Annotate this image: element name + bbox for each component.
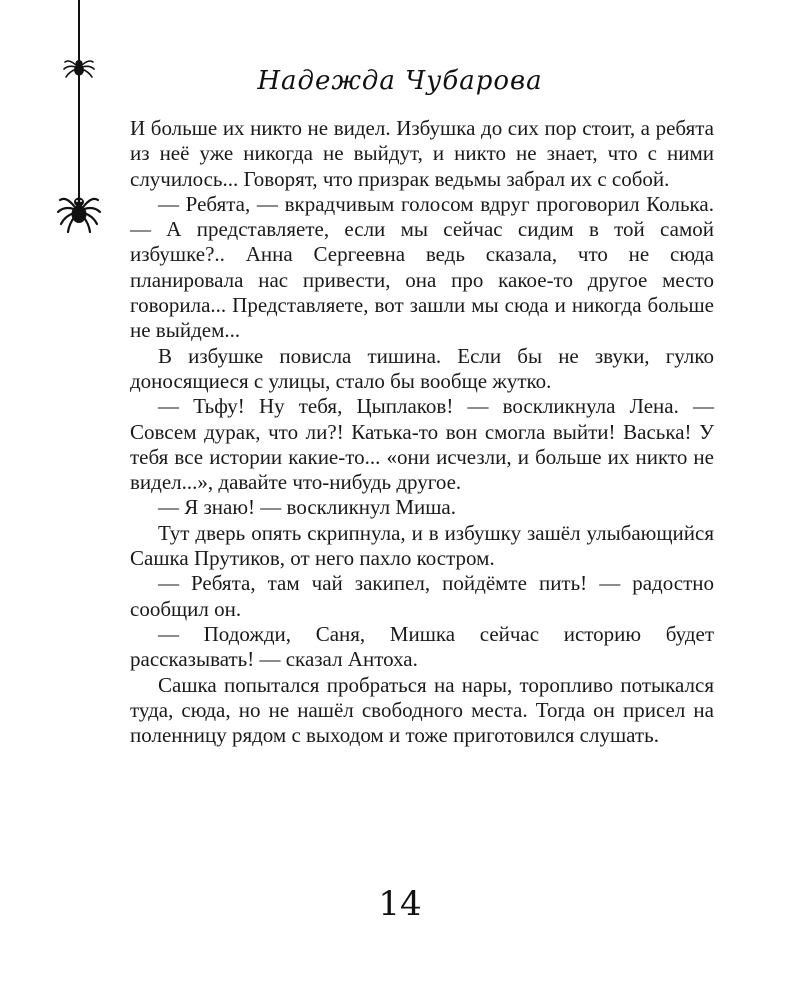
spider-thread xyxy=(78,0,80,200)
paragraph: Сашка попытался пробраться на нары, торопливо потыкался туда, сюда, но не нашёл свободного места. Тогда он присел на поленницу рядом с выходом и тоже приготовился слушать. xyxy=(130,672,714,748)
paragraph: И больше их никто не видел. Избушка до сих пор стоит, а ребята из неё уже никогда не выйдут, и никто не знает, что с ними случилось... Говорят, что призрак ведьмы забрал их с собой. xyxy=(130,116,714,191)
running-head: Надежда Чубарова xyxy=(257,66,543,96)
large-spider-icon xyxy=(56,186,102,234)
paragraph: — Ребята, там чай закипел, пойдёмте пить! — радостно сообщил он. xyxy=(130,571,714,621)
page-number: 14 xyxy=(378,884,422,924)
paragraph: — Я знаю! — воскликнул Миша. xyxy=(158,495,456,520)
body-text xyxy=(130,116,714,748)
paragraph: В избушке повисла тишина. Если бы не звуки, гулко доносящиеся с улицы, стало бы вообще жутко. xyxy=(130,343,714,393)
paragraph: — Тьфу! Ну тебя, Цыплаков! — воскликнула Лена. — Совсем дурак, что ли?! Катька-то вон смогла выйти! Васька! У тебя все истории какие-то... «они исчезли, и больше их никто не видел...», давайте что-нибудь другое. xyxy=(130,394,714,495)
paragraph: Тут дверь опять скрипнула, и в избушку зашёл улыбающийся Сашка Прутиков, от него пахло костром. xyxy=(130,520,714,571)
paragraph: — Подожди, Саня, Мишка сейчас историю будет рассказывать! — сказал Антоха. xyxy=(130,621,714,672)
paragraph: — Ребята, — вкрадчивым голосом вдруг проговорил Колька. — А представляете, если мы сейчас сидим в той самой избушке?.. Анна Сергеевна ведь сказала, что не сюда планировала нас привести, она про какое-то другое место говорила... Представляете, вот зашли мы сюда и никогда больше не выйдем... xyxy=(130,191,714,343)
